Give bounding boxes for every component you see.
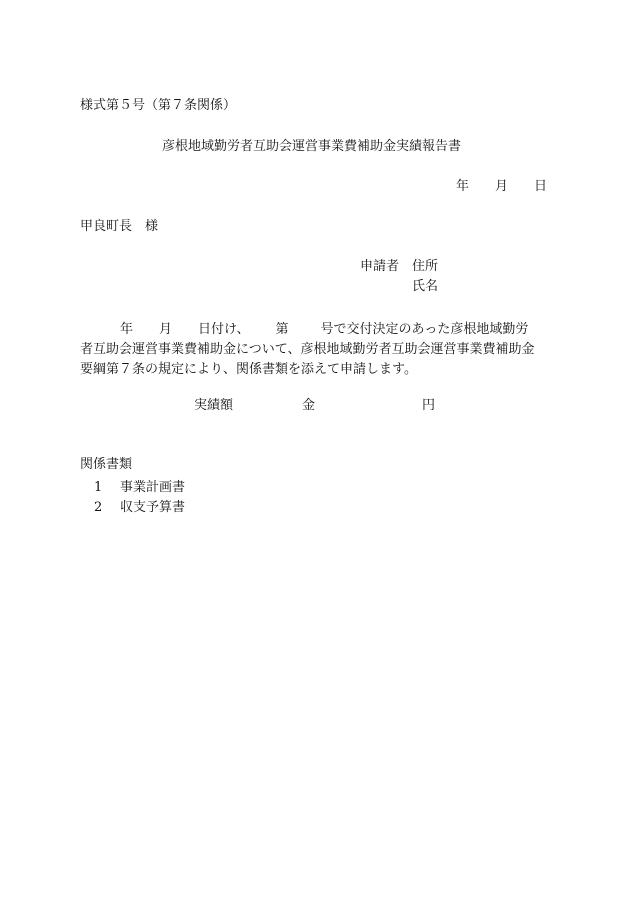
- date-line: [456, 180, 547, 193]
- body-month: 月: [159, 322, 173, 337]
- body-line-3: 要綱第７条の規定により、関係書類を添えて申請します。: [80, 362, 417, 377]
- date-month: 月: [495, 179, 509, 194]
- name-label: 氏名: [412, 279, 439, 294]
- item-label: 収支予算書: [120, 500, 186, 515]
- body-paragraph: [80, 320, 562, 380]
- date-year: 年: [456, 179, 470, 194]
- address-label: 住所: [412, 259, 439, 274]
- document-title: 彦根地域勤労者互助会運営事業費補助金実績報告書: [162, 139, 462, 154]
- applicant-role-label: 申請者: [360, 259, 400, 274]
- list-item: [94, 478, 185, 498]
- body-line-1: [80, 320, 562, 340]
- amount-yen: 円: [422, 398, 436, 413]
- item-number: 1: [94, 480, 103, 495]
- related-documents-list: [94, 478, 185, 518]
- amount-kin: 金: [302, 398, 316, 413]
- amount-label: 実績額: [194, 398, 234, 413]
- body-rest: 号で交付決定のあった彦根地域勤労: [320, 322, 529, 337]
- body-year: 年: [120, 322, 134, 337]
- item-number: 2: [94, 500, 103, 515]
- amount-row: [194, 399, 435, 412]
- applicant-name-line: [412, 280, 438, 293]
- addressee: 甲良町長 様: [80, 219, 159, 234]
- applicant-address-line: [360, 260, 438, 273]
- body-no: 第: [275, 322, 289, 337]
- body-line-2: 者互助会運営事業費補助金について、彦根地域勤労者互助会運営事業費補助金: [80, 342, 535, 357]
- body-day: 日付け、: [198, 322, 250, 337]
- related-documents-heading: 関係書類: [80, 457, 133, 472]
- item-label: 事業計画書: [120, 480, 186, 495]
- date-day: 日: [534, 179, 548, 194]
- form-number: 様式第５号（第７条関係）: [80, 98, 237, 113]
- list-item: [94, 498, 185, 518]
